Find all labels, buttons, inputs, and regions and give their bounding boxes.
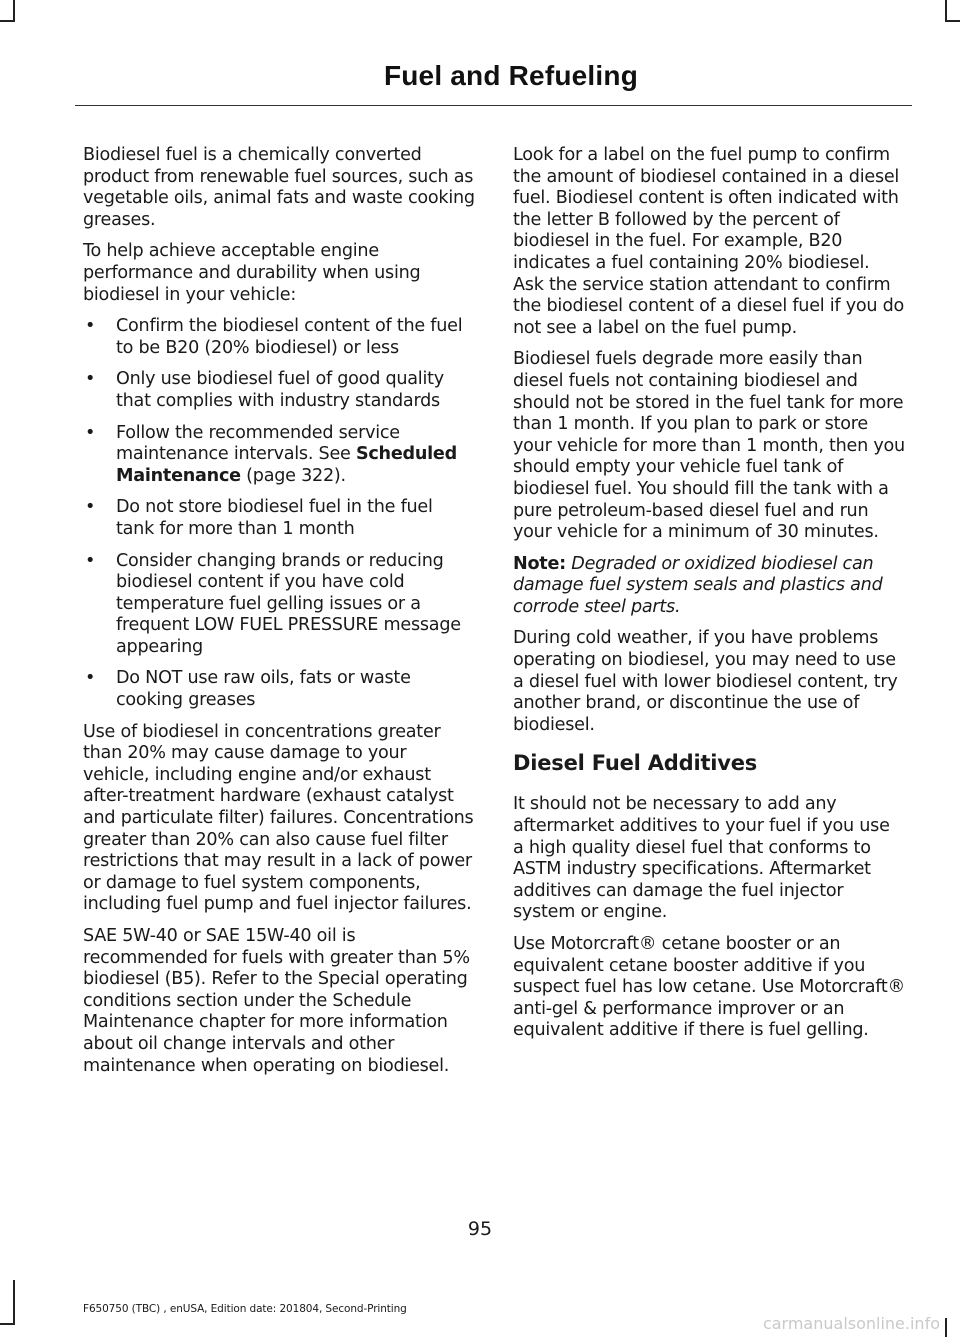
concentration-warning-paragraph: Use of biodiesel in concentrations greater than 20% may cause damage to your vehicle, including engine and/or exhaust after-treatment hardware (exhaust catalyst and particulate filter) failures. Concentrations greater than 20% can also cause fuel filter restrictions that may result in a lack of power or damage to fuel system components, including fuel pump and fuel injector failures. bbox=[83, 721, 474, 915]
list-item: • Do NOT use raw oils, fats or waste cooking greases bbox=[83, 668, 475, 711]
list-item: • Do not store biodiesel fuel in the fuel tank for more than 1 month bbox=[83, 497, 475, 540]
list-item: • Consider changing brands or reducing biodiesel content if you have cold temperature fuel gelling issues or a frequent LOW FUEL PRESSURE message appearing bbox=[83, 551, 475, 659]
crop-mark-top-left-horizontal bbox=[0, 20, 15, 22]
edition-info: F650750 (TBC) , enUSA, Edition date: 201804, Second-Printing bbox=[83, 1303, 407, 1315]
list-item: • Only use biodiesel fuel of good quality that complies with industry standards bbox=[83, 369, 475, 412]
note-label: Note: bbox=[513, 553, 566, 574]
note-paragraph bbox=[513, 554, 905, 619]
crop-mark-top-right-horizontal bbox=[945, 20, 960, 22]
oil-recommendation-paragraph: SAE 5W-40 or SAE 15W-40 oil is recommended for fuels with greater than 5% biodiesel (B5). Refer to the Special operating conditions section under the Schedule Maintenance chapter for more information about oil change intervals and other maintenance when operating on biodiesel. bbox=[83, 926, 470, 1076]
guidance-intro-paragraph: To help achieve acceptable engine performance and durability when using biodiesel in your vehicle: bbox=[83, 241, 421, 305]
biodiesel-guidance-list bbox=[83, 316, 475, 712]
page-reference: (page 322). bbox=[246, 465, 346, 486]
crop-mark-bottom-right-vertical bbox=[945, 1318, 947, 1337]
scheduled-maintenance-link[interactable]: Scheduled Maintenance bbox=[116, 444, 457, 486]
crop-mark-top-left-vertical bbox=[13, 0, 15, 22]
header-divider bbox=[75, 105, 912, 106]
watermark: carmanualsonline.info bbox=[762, 1314, 940, 1333]
crop-mark-bottom-left-horizontal bbox=[0, 1323, 15, 1325]
crop-mark-top-right-vertical bbox=[945, 0, 947, 22]
cold-weather-paragraph: During cold weather, if you have problems operating on biodiesel, you may need to use a diesel fuel with lower biodiesel content, try another brand, or discontinue the use of biodiesel. bbox=[513, 628, 898, 735]
left-column bbox=[83, 145, 475, 1087]
crop-mark-bottom-left-vertical bbox=[13, 1280, 15, 1325]
page-title: Fuel and Refueling bbox=[383, 60, 638, 91]
intro-paragraph: Biodiesel fuel is a chemically converted product from renewable fuel sources, such as vegetable oils, animal fats and waste cooking greases. bbox=[83, 145, 475, 230]
right-column bbox=[513, 145, 905, 1052]
list-item-text: Follow the recommended service maintenance intervals. See bbox=[116, 422, 400, 465]
note-text: Degraded or oxidized biodiesel can damage fuel system seals and plastics and corrode steel parts. bbox=[513, 553, 883, 617]
section-heading: Diesel Fuel Additives bbox=[513, 751, 758, 776]
storage-paragraph: Biodiesel fuels degrade more easily than diesel fuels not containing biodiesel and should not be stored in the fuel tank for more than 1 month. If you plan to park or store your vehicle for more than 1 month, then you should empty your vehicle fuel tank of biodiesel fuel. You should fill the tank with a pure petroleum-based diesel fuel and run your vehicle for a minimum of 30 minutes. bbox=[513, 349, 905, 543]
page-number: 95 bbox=[467, 1218, 493, 1240]
list-item: • Confirm the biodiesel content of the fuel to be B20 (20% biodiesel) or less bbox=[83, 316, 475, 359]
motorcraft-paragraph: Use Motorcraft® cetane booster or an equivalent cetane booster additive if you suspect fuel has low cetane. Use Motorcraft® anti-gel & performance improver or an equivalent additive if there is fuel gelling. bbox=[513, 934, 905, 1041]
list-item bbox=[83, 423, 475, 488]
additives-paragraph: It should not be necessary to add any aftermarket additives to your fuel if you use a high quality diesel fuel that conforms to ASTM industry specifications. Aftermarket additives can damage the fuel injector system or engine. bbox=[513, 794, 890, 923]
label-paragraph: Look for a label on the fuel pump to confirm the amount of biodiesel contained in a diesel fuel. Biodiesel content is often indicated with the letter B followed by the percent of biodiesel in the fuel. For example, B20 indicates a fuel containing 20% biodiesel. Ask the service station attendant to confirm the biodiesel content of a diesel fuel if you do not see a label on the fuel pump. bbox=[513, 145, 905, 338]
